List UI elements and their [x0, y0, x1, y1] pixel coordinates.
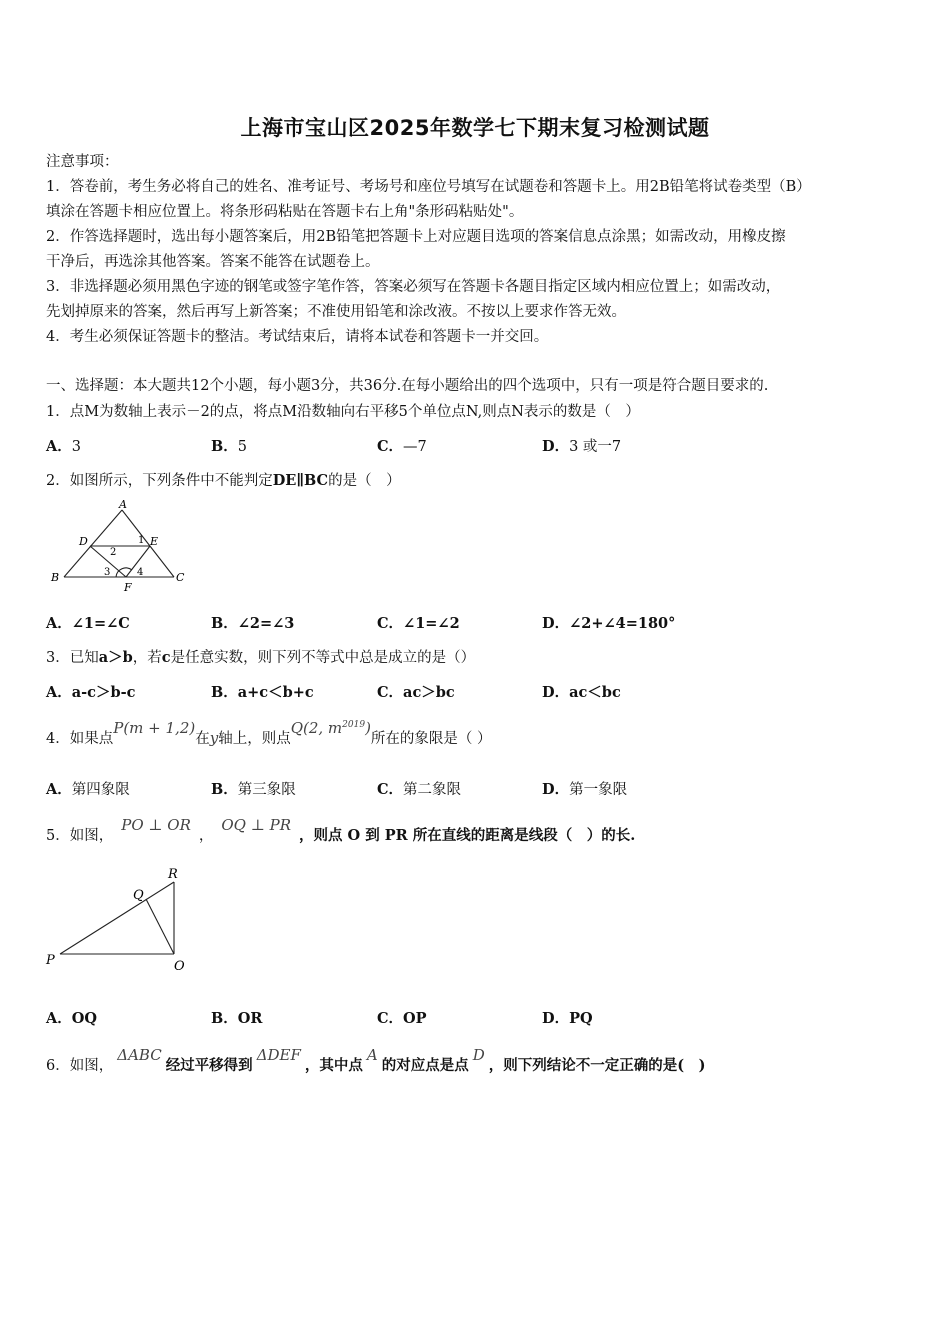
option-letter: D． — [542, 615, 570, 632]
option-letter: D． — [542, 781, 570, 798]
option-b — [211, 778, 296, 799]
option-value: 第三象限 — [237, 782, 296, 798]
side-ab — [64, 510, 122, 577]
page-title: 上海市宝山区2025年数学七下期末复习检测试题 — [240, 116, 710, 140]
question-2-suffix: 的是（ ） — [328, 473, 401, 489]
option-c — [377, 778, 461, 799]
label-q: Q — [133, 888, 144, 903]
notes-line: 3．非选择题必须用黑色字迹的钢笔或签字笔作答，答案必须写在答题卡各题目指定区域内相应位置上；如需改动， — [46, 279, 781, 295]
option-letter: B． — [211, 781, 238, 798]
option-a — [46, 681, 136, 702]
point-q-base: Q(2, m — [290, 719, 343, 737]
option-c — [377, 435, 427, 456]
option-letter: A． — [46, 781, 72, 798]
option-letter: A． — [46, 1010, 72, 1027]
segment-pr — [60, 882, 174, 954]
question-6-text — [46, 1046, 706, 1075]
point-q-exponent: 2019 — [342, 720, 366, 730]
option-value: a-c＞b-c — [71, 684, 136, 701]
notes-line: 填涂在答题卡相应位置上。将条形码粘贴在答题卡右上角"条形码粘贴处"。 — [46, 204, 524, 220]
option-value: ∠1=∠2 — [403, 615, 460, 632]
option-c — [377, 681, 455, 702]
option-value: PQ — [569, 1010, 593, 1027]
option-value: OR — [237, 1010, 263, 1027]
notes-heading: 注意事项： — [46, 154, 119, 170]
option-d — [542, 778, 627, 799]
option-letter: C． — [377, 781, 404, 798]
label-r: R — [168, 867, 178, 882]
question-3-condition: a＞b — [98, 649, 133, 666]
label-d: D — [79, 535, 88, 548]
question-6-prefix: 6．如图， — [46, 1058, 114, 1074]
option-letter: B． — [211, 438, 238, 455]
question-3-text — [46, 646, 475, 667]
segment-oq — [146, 899, 174, 954]
triangle-def-expr: ΔDEF — [256, 1046, 301, 1064]
question-2-condition: DE∥BC — [272, 472, 329, 489]
question-1-text: 1．点M为数轴上表示－2的点，将点M沿数轴向右平移5个单位点N,则点N表示的数是（ ） — [46, 404, 640, 420]
option-a — [46, 1007, 97, 1028]
question-6-mid: 的对应点是点 — [381, 1057, 469, 1074]
option-letter: A． — [46, 438, 72, 455]
option-value: 3 或一7 — [569, 439, 622, 455]
angle-2: 2 — [110, 547, 117, 558]
option-value: OP — [403, 1010, 427, 1027]
question-5-suffix: ，则点 O 到 PR 所在直线的距离是线段（ ）的长. — [298, 827, 636, 844]
point-d: D — [472, 1046, 485, 1064]
question-6-mid: 经过平移得到 — [165, 1057, 253, 1074]
option-value: 第一象限 — [569, 782, 628, 798]
option-letter: C． — [377, 684, 404, 701]
question-4-prefix: 4．如果点 — [46, 731, 114, 747]
point-p-expression: P(m + 1,2) — [113, 719, 196, 737]
option-letter: C． — [377, 615, 404, 632]
notes — [46, 150, 906, 350]
question-4-mid: 在 — [195, 731, 210, 747]
option-letter: C． — [377, 1010, 404, 1027]
question-6-suffix: ，则下列结论不一定正确的是( ) — [488, 1057, 706, 1074]
point-q-close: ) — [365, 719, 371, 737]
point-q-expression — [291, 719, 371, 737]
option-d — [542, 612, 675, 633]
angle-4: 4 — [137, 567, 144, 578]
option-value: —7 — [403, 439, 427, 455]
question-3-variable: c — [161, 649, 171, 666]
option-c — [377, 612, 460, 633]
option-letter: B． — [211, 1010, 238, 1027]
option-d — [542, 681, 621, 702]
point-a: A — [366, 1046, 378, 1064]
option-letter: D． — [542, 1010, 570, 1027]
option-value: 5 — [237, 439, 247, 455]
option-value: ac＜bc — [569, 684, 621, 701]
option-value: 第四象限 — [71, 782, 130, 798]
option-value: ac＞bc — [403, 684, 455, 701]
option-letter: B． — [211, 615, 238, 632]
question-4-suffix: 所在的象限是（ ） — [370, 731, 492, 747]
axis-y: y — [209, 729, 219, 747]
notes-line: 1．答卷前，考生务必将自己的姓名、准考证号、考场号和座位号填写在试题卷和答题卡上。用2B铅笔将试卷类型（B） — [46, 179, 811, 195]
question-5-sep: ， — [198, 828, 214, 844]
perpendicular-oq-pr: OQ ⊥ PR — [221, 816, 291, 834]
question-3-middle: ，若 — [132, 650, 162, 666]
question-2-prefix: 2．如图所示，下列条件中不能判定 — [46, 473, 273, 489]
triangle-abc-expr: ΔABC — [117, 1046, 162, 1064]
option-c — [377, 1007, 427, 1028]
question-5-prefix: 5．如图， — [46, 828, 114, 844]
side-ac — [122, 510, 174, 577]
question-5-text — [46, 816, 636, 845]
question-4-text — [46, 719, 492, 748]
section-heading: 一、选择题：本大题共12个小题，每小题3分，共36分.在每小题给出的四个选项中，只有一项是符合题目要求的. — [46, 378, 769, 394]
label-o: O — [174, 959, 185, 974]
option-value: 第二象限 — [403, 782, 462, 798]
label-e: E — [150, 535, 159, 548]
right-triangle-figure — [40, 862, 200, 977]
option-a — [46, 435, 81, 456]
option-a — [46, 778, 130, 799]
option-b — [211, 681, 314, 702]
option-letter: A． — [46, 615, 72, 632]
label-a: A — [119, 498, 127, 511]
label-f: F — [124, 581, 132, 594]
option-b — [211, 1007, 262, 1028]
notes-line: 2．作答选择题时，选出每小题答案后，用2B铅笔把答题卡上对应题目选项的答案信息点涂黑；如需改动，用橡皮擦 — [46, 229, 786, 245]
option-value: ∠1=∠C — [71, 615, 130, 632]
question-3-prefix: 3．已知 — [46, 650, 99, 666]
option-a — [46, 612, 130, 633]
option-d — [542, 435, 621, 456]
label-c: C — [176, 571, 185, 584]
notes-line: 4．考生必须保证答题卡的整洁。考试结束后，请将本试卷和答题卡一并交回。 — [46, 329, 549, 345]
angle-1: 1 — [138, 535, 145, 546]
option-letter: C． — [377, 438, 404, 455]
option-b — [211, 612, 294, 633]
label-p: P — [46, 953, 55, 968]
option-value: OQ — [71, 1010, 98, 1027]
option-b — [211, 435, 247, 456]
option-value: ∠2=∠3 — [237, 615, 295, 632]
option-letter: B． — [211, 684, 238, 701]
triangle-abc-figure — [46, 498, 196, 598]
angle-3: 3 — [104, 567, 111, 578]
question-6-mid: ，其中点 — [304, 1057, 363, 1074]
option-value: ∠2+∠4=180° — [569, 615, 676, 632]
label-b: B — [51, 571, 60, 584]
option-letter: D． — [542, 438, 570, 455]
option-value: a+c＜b+c — [237, 684, 314, 701]
notes-line: 干净后，再选涂其他答案。答案不能答在试题卷上。 — [46, 254, 380, 270]
perpendicular-po-or: PO ⊥ OR — [121, 816, 191, 834]
question-4-mid: 轴上，则点 — [218, 731, 291, 747]
option-value: 3 — [71, 439, 81, 455]
question-3-suffix: 是任意实数，则下列不等式中总是成立的是（） — [170, 650, 476, 666]
option-d — [542, 1007, 593, 1028]
option-letter: D． — [542, 684, 570, 701]
notes-line: 先划掉原来的答案，然后再写上新答案；不准使用铅笔和涂改液。不按以上要求作答无效。 — [46, 304, 626, 320]
option-letter: A． — [46, 684, 72, 701]
question-2-text — [46, 469, 401, 490]
